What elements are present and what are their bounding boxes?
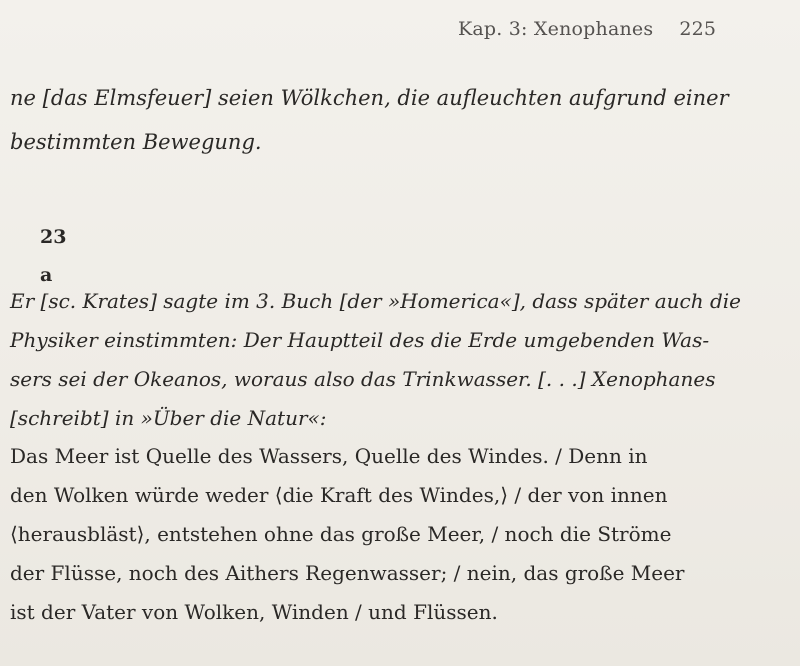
running-header: [458, 18, 716, 40]
quote-line-2: den Wolken würde weder ⟨die Kraft des Windes,⟩ / der von innen: [10, 483, 668, 507]
quote-line-1: Das Meer ist Quelle des Wassers, Quelle des Windes. / Denn in: [10, 444, 648, 468]
fragment-number: 23: [40, 226, 67, 248]
page-number: 225: [679, 18, 717, 40]
intro-line-2: Physiker einstimmten: Der Hauptteil des die Erde umgebenden Was-: [10, 328, 710, 352]
quote-line-3: ⟨herausbläst⟩, entstehen ohne das große Meer, / noch die Ströme: [10, 522, 672, 546]
fragment-subletter: a: [40, 264, 53, 286]
quote-line-5: ist der Vater von Wolken, Winden / und Flüssen.: [10, 600, 498, 624]
quote-line-4: der Flüsse, noch des Aithers Regenwasser; / nein, das große Meer: [10, 561, 685, 585]
intro-line-1: Er [sc. Krates] sagte im 3. Buch [der »Homerica«], dass später auch die: [10, 289, 742, 313]
carryover-line-1: ne [das Elmsfeuer] seien Wölkchen, die aufleuchten aufgrund einer: [10, 86, 729, 110]
intro-line-3: sers sei der Okeanos, woraus also das Trinkwasser. [. . .] Xenophanes: [10, 367, 716, 391]
carryover-line-2: bestimmten Bewegung.: [10, 130, 262, 154]
running-title: Kap. 3: Xenophanes: [458, 18, 654, 40]
intro-line-4: [schreibt] in »Über die Natur«:: [10, 406, 327, 430]
